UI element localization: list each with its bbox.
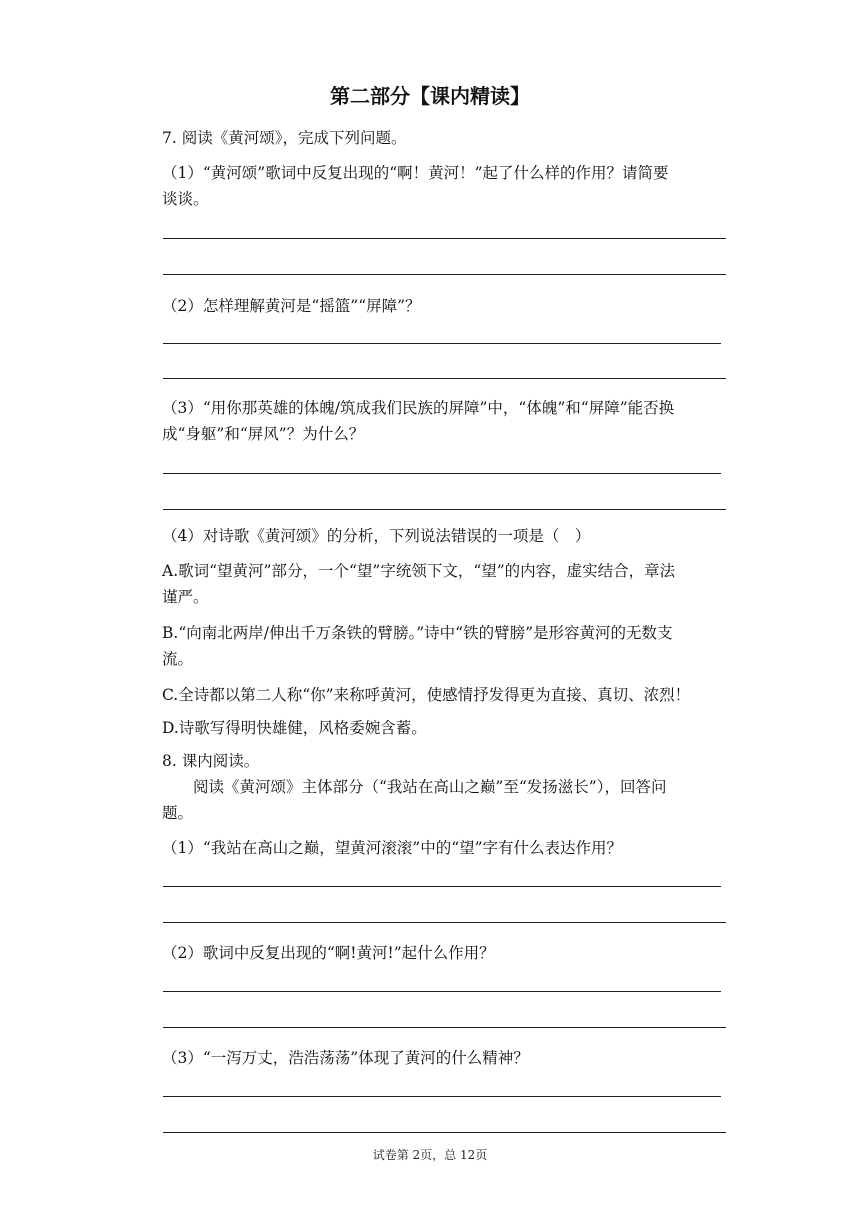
page-title: 第二部分【课内精读】 xyxy=(330,84,530,108)
question-7-heading: 7. 阅读《黄河颂》，完成下列问题。 xyxy=(162,129,407,147)
answer-line[interactable] xyxy=(163,886,721,887)
q7-sub1-line1: （1）“黄河颂”歌词中反复出现的“啊！黄河！”起了什么样的作用？请简要 xyxy=(162,164,669,182)
q7-sub3-line2: 成“身躯”和“屏风”？为什么？ xyxy=(162,425,365,443)
answer-line[interactable] xyxy=(163,991,721,992)
q8-sub3: （3）“一泻万丈，浩浩荡荡”体现了黄河的什么精神？ xyxy=(162,1049,529,1067)
q8-sub1: （1）“我站在高山之巅，望黄河滚滚”中的“望”字有什么表达作用？ xyxy=(162,839,623,857)
q7-sub1-line2: 谈谈。 xyxy=(162,190,209,208)
option-c: C.全诗都以第二人称“你”来称呼黄河，使感情抒发得更为直接、真切、浓烈！ xyxy=(162,686,691,704)
answer-line[interactable] xyxy=(163,922,726,923)
answer-line[interactable] xyxy=(163,509,726,510)
q7-sub4: （4）对诗歌《黄河颂》的分析，下列说法错误的一项是（ ） xyxy=(162,527,591,545)
page-footer: 试卷第 2页，总 12页 xyxy=(372,1148,488,1162)
q7-sub2: （2）怎样理解黄河是“摇篮”“屏障”？ xyxy=(162,297,421,315)
answer-line[interactable] xyxy=(163,343,721,344)
option-d: D.诗歌写得明快雄健，风格委婉含蓄。 xyxy=(162,719,427,737)
q8-intro-line2: 题。 xyxy=(162,804,194,822)
option-a-line1: A.歌词“望黄河”部分，一个“望”字统领下文，“望”的内容，虚实结合，章法 xyxy=(162,562,676,580)
answer-line[interactable] xyxy=(163,378,726,379)
q8-sub2: （2）歌词中反复出现的“啊!黄河!”起什么作用？ xyxy=(162,944,495,962)
q8-intro-line1: 阅读《黄河颂》主体部分（“我站在高山之巅”至“发扬滋长”），回答问 xyxy=(193,778,667,796)
answer-line[interactable] xyxy=(163,238,726,239)
q7-sub3-line1: （3）“用你那英雄的体魄/筑成我们民族的屏障”中，“体魄”和“屏障”能否换 xyxy=(162,399,675,417)
answer-line[interactable] xyxy=(163,473,721,474)
option-b-line2: 流。 xyxy=(162,650,194,668)
question-8-heading: 8. 课内阅读。 xyxy=(162,752,260,770)
option-a-line2: 谨严。 xyxy=(162,588,209,606)
answer-line[interactable] xyxy=(163,1132,726,1133)
answer-line[interactable] xyxy=(163,1027,726,1028)
answer-line[interactable] xyxy=(163,274,726,275)
answer-line[interactable] xyxy=(163,1096,721,1097)
option-b-line1: B.“向南北两岸/伸出千万条铁的臂膀。”诗中“铁的臂膀”是形容黄河的无数支 xyxy=(162,624,673,642)
